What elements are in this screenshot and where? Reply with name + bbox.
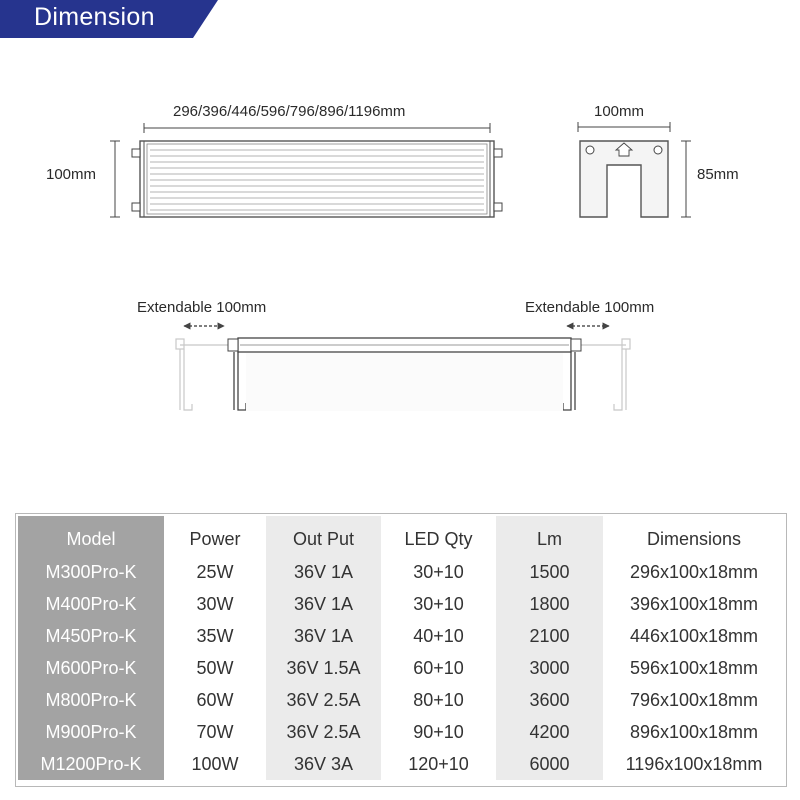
- cell-dimensions: 296x100x18mm: [629, 561, 759, 582]
- top-length-label: 296/396/446/596/796/896/1196mm: [173, 103, 406, 120]
- side-view-drawing: [176, 326, 630, 411]
- dimension-diagram: [0, 38, 800, 458]
- cell-dimensions: 596x100x18mm: [629, 657, 759, 678]
- cell-power: 50W: [196, 657, 234, 678]
- cell-led-qty: 30+10: [413, 561, 464, 582]
- column-header-lm: Lm: [496, 516, 603, 556]
- cell-dimensions: 1196x100x18mm: [625, 753, 763, 774]
- cell-output: 36V 3A: [266, 748, 381, 780]
- cell-lm: 3600: [496, 684, 603, 716]
- cell-model: M1200Pro-K: [18, 748, 164, 780]
- cell-output: 36V 1A: [266, 556, 381, 588]
- cell-power: 35W: [196, 625, 234, 646]
- cell-lm: 4200: [496, 716, 603, 748]
- cell-model: M450Pro-K: [18, 620, 164, 652]
- table-row: [18, 716, 785, 748]
- dimension-drawing: [0, 38, 800, 458]
- extend-right-label: Extendable 100mm: [525, 299, 655, 316]
- section-header: [0, 0, 218, 38]
- cell-power: 100W: [191, 753, 239, 774]
- column-header-power: Power: [189, 528, 241, 549]
- column-header-output: Out Put: [266, 516, 381, 556]
- cell-dimensions: 796x100x18mm: [629, 689, 759, 710]
- cell-power: 25W: [196, 561, 234, 582]
- table-row: [18, 556, 785, 588]
- extend-left-label: Extendable 100mm: [137, 299, 267, 316]
- end-width-label: 100mm: [594, 103, 645, 120]
- cell-dimensions: 896x100x18mm: [629, 721, 759, 742]
- cell-model: M600Pro-K: [18, 652, 164, 684]
- cell-lm: 2100: [496, 620, 603, 652]
- cell-led-qty: 90+10: [413, 721, 464, 742]
- cell-lm: 1500: [496, 556, 603, 588]
- cell-output: 36V 1A: [266, 588, 381, 620]
- cell-led-qty: 40+10: [413, 625, 464, 646]
- table-row: [18, 652, 785, 684]
- cell-model: M800Pro-K: [18, 684, 164, 716]
- table-row: [18, 748, 785, 780]
- cell-output: 36V 2.5A: [266, 684, 381, 716]
- cell-led-qty: 30+10: [413, 593, 464, 614]
- end-view-drawing: [578, 122, 691, 217]
- cell-led-qty: 80+10: [413, 689, 464, 710]
- table-header-row: [18, 516, 785, 556]
- column-header-led-qty: LED Qty: [404, 528, 473, 549]
- spec-table: [18, 516, 785, 780]
- table-row: [18, 588, 785, 620]
- cell-power: 60W: [196, 689, 234, 710]
- cell-lm: 1800: [496, 588, 603, 620]
- end-height-label: 85mm: [697, 166, 739, 183]
- column-header-dimensions: Dimensions: [646, 528, 742, 549]
- column-header-model: Model: [18, 516, 164, 556]
- cell-dimensions: 396x100x18mm: [629, 593, 759, 614]
- cell-output: 36V 1.5A: [266, 652, 381, 684]
- cell-output: 36V 2.5A: [266, 716, 381, 748]
- table-row: [18, 684, 785, 716]
- cell-model: M400Pro-K: [18, 588, 164, 620]
- spec-table-frame: [15, 513, 787, 787]
- cell-output: 36V 1A: [266, 620, 381, 652]
- cell-lm: 3000: [496, 652, 603, 684]
- cell-power: 70W: [196, 721, 234, 742]
- cell-led-qty: 60+10: [413, 657, 464, 678]
- top-width-label: 100mm: [46, 166, 97, 183]
- cell-dimensions: 446x100x18mm: [629, 625, 759, 646]
- light-body-top: [140, 141, 494, 217]
- cell-power: 30W: [196, 593, 234, 614]
- section-title: Dimension: [34, 3, 155, 31]
- cell-model: M900Pro-K: [18, 716, 164, 748]
- cell-led-qty: 120+10: [408, 753, 469, 774]
- cell-model: M300Pro-K: [18, 556, 164, 588]
- table-row: [18, 620, 785, 652]
- cell-lm: 6000: [496, 748, 603, 780]
- top-view-drawing: [110, 123, 502, 217]
